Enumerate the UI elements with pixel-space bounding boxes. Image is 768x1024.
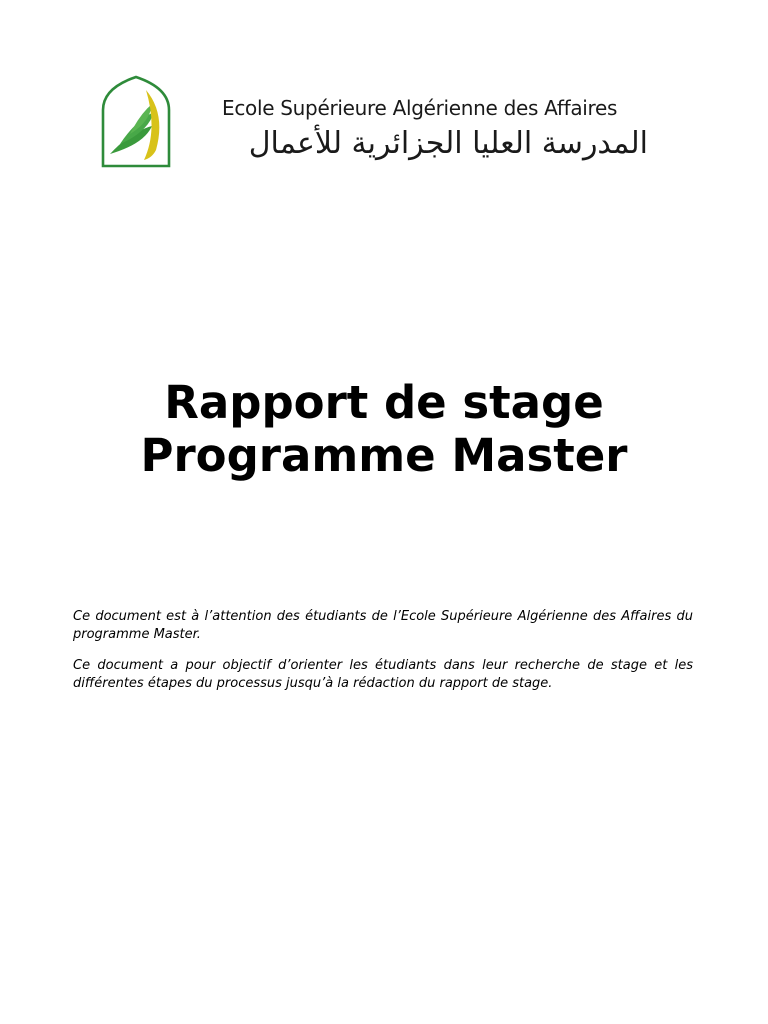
- document-title: [0, 376, 768, 482]
- school-emblem-icon: [100, 74, 172, 170]
- title-line-2: Programme Master: [140, 429, 628, 482]
- intro-text: [73, 608, 693, 706]
- school-name-arabic: المدرسة العليا الجزائرية للأعمال: [248, 126, 648, 161]
- school-name-french: Ecole Supérieure Algérienne des Affaires: [222, 96, 618, 120]
- document-header: [100, 74, 660, 170]
- intro-paragraph-1: Ce document est à l’attention des étudiants de l’Ecole Supérieure Algérienne des Affaires du programme Master.: [73, 609, 693, 642]
- intro-paragraph-2: Ce document a pour objectif d’orienter les étudiants dans leur recherche de stage et les différentes étapes du processus jusqu’à la rédaction du rapport de stage.: [73, 658, 693, 691]
- title-line-1: Rapport de stage: [164, 376, 604, 429]
